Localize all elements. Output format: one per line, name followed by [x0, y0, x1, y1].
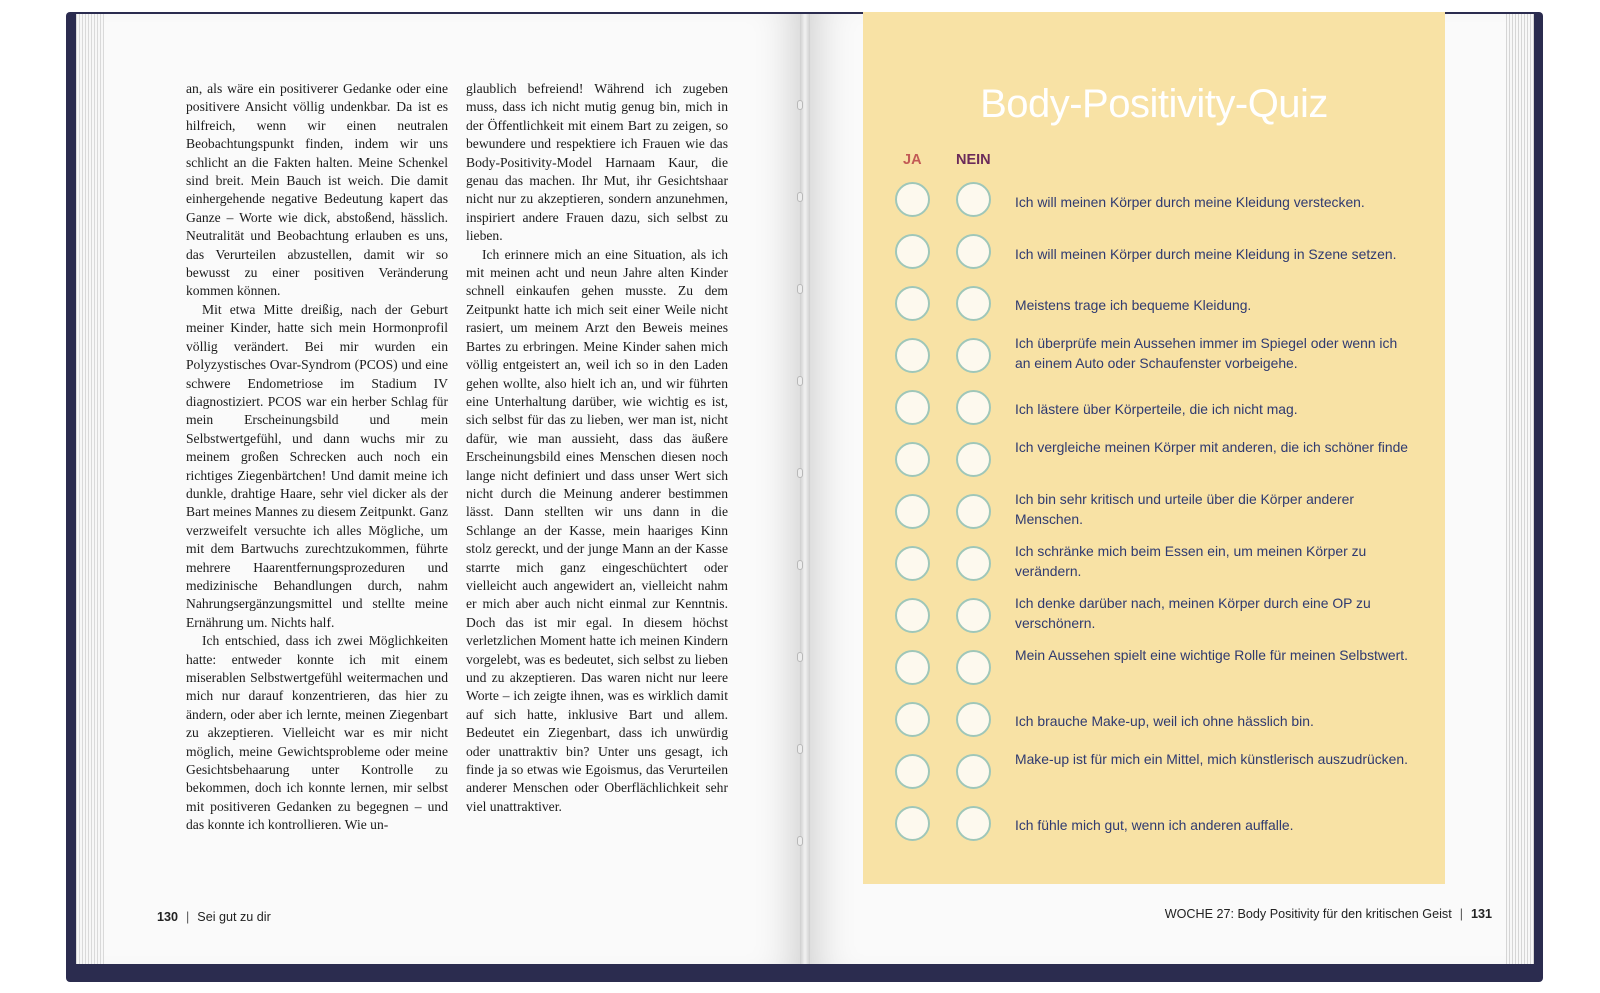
no-checkbox[interactable]	[956, 546, 991, 581]
yes-checkbox[interactable]	[895, 182, 930, 217]
stitch-hole	[797, 744, 803, 754]
paragraph: an, als wäre ein positiverer Gedanke oder eine positivere Ansicht völlig undenkbar. Da ist es hilfreich, wenn wir einen neutralen Beobachtungspunkt finden, indem wir uns schlicht an die Fakten halten. Meine Schenkel sind breit. Mein Bauch ist weich. Die damit einhergehende negative Bedeutung kapert das Ganze – Worte wie dick, abstoßend, hässlich. Neutralität und Beobachtung erlauben es uns, das Verurteilen abzustellen, damit wir so bewusst zu einer positiven Veränderung kommen können.	[186, 81, 448, 299]
question-text: Ich brauche Make-up, weil ich ohne hässlich bin.	[1015, 713, 1314, 729]
yes-checkbox[interactable]	[895, 650, 930, 685]
yes-checkbox[interactable]	[895, 754, 930, 789]
quiz-question-row	[863, 491, 1445, 534]
stitch-hole	[797, 284, 803, 294]
yes-checkbox[interactable]	[895, 234, 930, 269]
binding-stitches	[797, 100, 803, 920]
running-title: Sei gut zu dir	[197, 910, 271, 924]
yes-column-header: JA	[903, 152, 922, 168]
no-column-header: NEIN	[956, 152, 991, 168]
yes-checkbox[interactable]	[895, 338, 930, 373]
quiz-question-row	[863, 647, 1445, 690]
yes-checkbox[interactable]	[895, 806, 930, 841]
body-text-column-2	[466, 80, 728, 816]
stitch-hole	[797, 376, 803, 386]
quiz-question-row	[863, 543, 1445, 586]
running-title: WOCHE 27: Body Positivity für den kritischen Geist	[1164, 907, 1452, 921]
question-text: Make-up ist für mich ein Mittel, mich künstlerisch auszudrücken.	[1015, 751, 1408, 767]
folio-separator: |	[186, 910, 190, 924]
folio-separator: |	[1459, 907, 1463, 921]
no-checkbox[interactable]	[956, 754, 991, 789]
stitch-hole	[797, 192, 803, 202]
no-checkbox[interactable]	[956, 390, 991, 425]
quiz-question-row	[863, 439, 1445, 482]
quiz-question-row	[863, 234, 1445, 274]
stitch-hole	[797, 100, 803, 110]
no-checkbox[interactable]	[956, 650, 991, 685]
quiz-title: Body-Positivity-Quiz	[980, 82, 1328, 126]
quiz-question-row	[863, 751, 1445, 794]
yes-checkbox[interactable]	[895, 390, 930, 425]
quiz-panel	[863, 12, 1445, 884]
yes-checkbox[interactable]	[895, 442, 930, 477]
paragraph: Ich entschied, dass ich zwei Möglichkeiten hatte: entweder konnte ich mit einem miserablen Selbstwertgefühl weitermachen und mich nur darauf konzentrieren, das hier zu ändern, oder aber ich lernte, meinen Ziegenbart zu akzeptieren. Vielleicht war es mir nicht möglich, meine Gewichtsprobleme oder meine Gesichtsbehaarung unter Kontrolle zu bekommen, doch ich konnte lernen, mir selbst mit positiveren Gedanken zu begegnen – und das konnte ich kontrollieren. Wie un-	[186, 633, 448, 833]
no-checkbox[interactable]	[956, 598, 991, 633]
no-checkbox[interactable]	[956, 182, 991, 217]
question-text: Ich schränke mich beim Essen ein, um meinen Körper zu verändern.	[1015, 543, 1367, 579]
no-checkbox[interactable]	[956, 494, 991, 529]
quiz-question-row	[863, 286, 1445, 326]
no-checkbox[interactable]	[956, 338, 991, 373]
stitch-hole	[797, 560, 803, 570]
yes-checkbox[interactable]	[895, 598, 930, 633]
quiz-question-row	[863, 390, 1445, 430]
stitch-hole	[797, 468, 803, 478]
question-text: Ich will meinen Körper durch meine Kleidung in Szene setzen.	[1015, 246, 1397, 262]
question-text: Ich bin sehr kritisch und urteile über die Körper anderer Menschen.	[1015, 491, 1354, 527]
body-text-column-1	[186, 80, 448, 835]
question-text: Ich vergleiche meinen Körper mit anderen, die ich schöner finde	[1015, 439, 1409, 455]
question-text: Ich lästere über Körperteile, die ich nicht mag.	[1015, 401, 1298, 417]
page-number: 131	[1470, 907, 1492, 921]
paragraph: Mit etwa Mitte dreißig, nach der Geburt meiner Kinder, hatte sich mein Hormonprofil völlig verändert. Bei mir wurden ein Polyzystisches Ovar-Syndrom (PCOS) und eine schwere Endometriose im Stadium IV diagnostiziert. PCOS war ein herber Schlag für mein Erscheinungsbild und mein Selbstwertgefühl, und dann wuchs mir zu meinem großen Schrecken auch noch ein richtiges Ziegenbärtchen! Und damit meine ich dunkle, drahtige Haare, sehr viel dicker als der Bart meines Mannes zu diesem Zeitpunkt. Ganz verzweifelt versuchte ich alles Mögliche, um mit dem Bartwuchs zurechtzukommen, führte mehrere Haarentfernungsprozeduren und medizinische Behandlungen durch, nahm Nahrungsergänzungsmittel und stellte meine Ernährung um. Nichts half.	[186, 301, 448, 630]
no-checkbox[interactable]	[956, 702, 991, 737]
yes-checkbox[interactable]	[895, 286, 930, 321]
right-page-folio	[1165, 907, 1492, 921]
stitch-hole	[797, 836, 803, 846]
paragraph: glaublich befreiend! Während ich zugeben muss, dass ich nicht mutig genug bin, mich in der Öffentlichkeit mit einem Bart zu zeigen, so bewundere und respektiere ich Frauen wie das Body-Positivity-Model Harnaam Kaur, die genau das machen. Ihr Mut, ihr Gesichtshaar nicht nur zu akzeptieren, sondern anzunehmen, inspiriert andere Frauen dazu, sich selbst zu lieben.	[466, 81, 728, 244]
question-text: Ich will meinen Körper durch meine Kleidung verstecken.	[1015, 194, 1365, 210]
paragraph: Ich erinnere mich an eine Situation, als ich mit meinen acht und neun Jahre alten Kinder schnell einkaufen gehen musste. Zu dem Zeitpunkt hatte ich mich seit einer Weile nicht rasiert, um meinem Arzt den Beweis meines Bartes zu erbringen. Meine Kinder sahen mich völlig entgeistert an, weil ich so in den Laden gehen wollte, also hielt ich an, und wir führten eine Unterhaltung darüber, wie wichtig es ist, sich selbst für das zu lieben, wer man ist, nicht dafür, wie man aussieht, dass das äußere Erscheinungsbild eines Menschen diesen noch lange nicht definiert und dass unser Wert sich nicht durch die Meinung anderer bestimmen lässt. Dann stellten wir uns dann in die Schlange an der Kasse, mein haariges Kinn stolz gereckt, und der junge Mann an der Kasse starrte mich ganz eingeschüchtert oder vielleicht auch angewidert an, vielleicht nahm er mich aber auch nicht einmal zur Kenntnis. Doch das ist mir egal. In diesem höchst verletzlichen Moment hatte ich meinen Kindern vorgelebt, was es bedeutet, sich selbst zu lieben und zu akzeptieren. Das waren nicht nur leere Worte – ich zeigte ihnen, was es wirklich damit auf sich hatte, inklusive Bart und allem. Bedeutet ein Ziegenbart, dass ich unwürdig oder unattraktiv bin? Unter uns gesagt, ich finde ja so etwas wie Egoismus, das Verurteilen anderer Menschen oder Oberflächlichkeit sehr viel unattraktiver.	[466, 246, 728, 814]
quiz-question-row	[863, 335, 1445, 378]
quiz-question-row	[863, 595, 1445, 638]
question-text: Ich überprüfe mein Aussehen immer im Spiegel oder wenn ich an einem Auto oder Schaufenster vorbeigehe.	[1015, 335, 1398, 371]
question-text: Ich denke darüber nach, meinen Körper durch eine OP zu verschönern.	[1015, 595, 1371, 631]
page-number: 130	[157, 910, 179, 924]
quiz-question-row	[863, 806, 1445, 846]
stitch-hole	[797, 652, 803, 662]
no-checkbox[interactable]	[956, 442, 991, 477]
yes-checkbox[interactable]	[895, 546, 930, 581]
question-text: Mein Aussehen spielt eine wichtige Rolle für meinen Selbstwert.	[1015, 647, 1409, 663]
no-checkbox[interactable]	[956, 286, 991, 321]
question-text: Ich fühle mich gut, wenn ich anderen auffalle.	[1015, 817, 1294, 833]
quiz-question-row	[863, 702, 1445, 742]
left-page-folio	[157, 910, 271, 924]
no-checkbox[interactable]	[956, 234, 991, 269]
no-checkbox[interactable]	[956, 806, 991, 841]
yes-checkbox[interactable]	[895, 494, 930, 529]
question-text: Meistens trage ich bequeme Kleidung.	[1015, 297, 1252, 313]
yes-checkbox[interactable]	[895, 702, 930, 737]
quiz-question-row	[863, 182, 1445, 222]
